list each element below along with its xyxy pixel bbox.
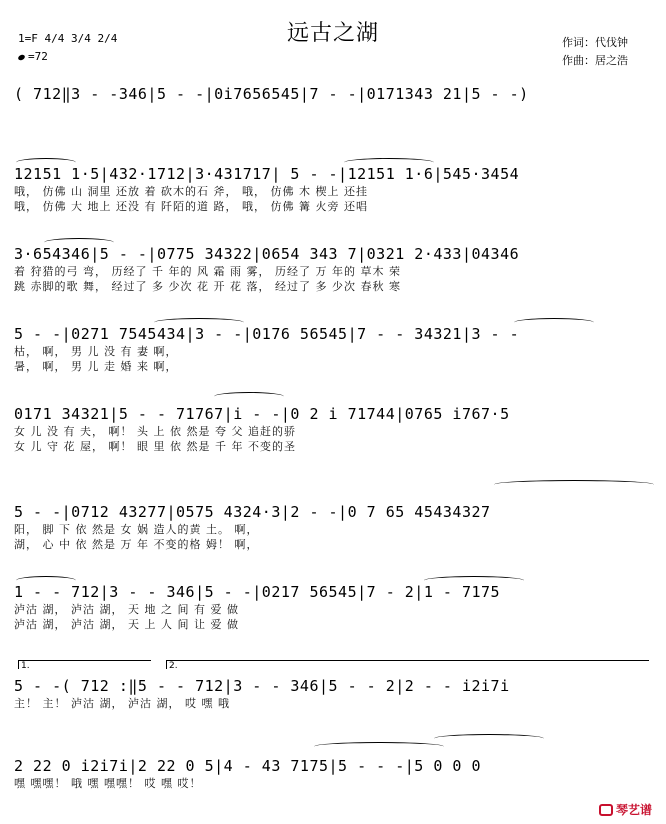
- lyric-line: 嘿 嘿嘿！ 哦 嘿 嘿嘿！ 哎 嘿 哎！: [14, 777, 202, 790]
- lyric-verse-1: 着 狩猎的弓 弯， 历经了 千 年的 风 霜 雨 雾， 历经了 万 年的 草木 荣: [14, 265, 401, 278]
- tempo: =72: [28, 50, 48, 63]
- lyric-verse-1: 哦， 仿佛 山 洞里 还放 着 砍木的石 斧， 哦， 仿佛 木 楔上 还挂: [14, 185, 368, 198]
- slur: [214, 392, 284, 401]
- tempo-row: [18, 48, 117, 66]
- quarter-note-icon: [17, 54, 25, 61]
- slur: [44, 238, 114, 247]
- notation-line: 3·654346|5 - -|0775 34322|0654 343 7|0321 2·433|04346: [14, 245, 520, 263]
- lyric-verse-2: 哦， 仿佛 大 地上 还没 有 阡陌的道 路， 哦， 仿佛 篝 火旁 还唱: [14, 200, 368, 213]
- notation-line: 5 - -( 712 :‖5 - - 712|3 - - 346|5 - - 2|2 - - i2i7i: [14, 677, 510, 695]
- notation-line: 5 - -|0712 43277|0575 4324·3|2 - -|0 7 65 45434327: [14, 503, 491, 521]
- lyric-verse-2: 暑， 啊， 男 儿 走 婚 来 啊，: [14, 360, 178, 373]
- lyricist: 作词：代伐钟: [562, 36, 628, 49]
- credits: [562, 34, 628, 70]
- lyric-verse-1: 枯， 啊， 男 儿 没 有 妻 啊，: [14, 345, 178, 358]
- slur: [434, 734, 544, 743]
- lyric-verse-1: 泸沽 湖， 泸沽 湖， 天 地 之 间 有 爱 做: [14, 603, 239, 616]
- slur: [494, 480, 654, 489]
- watermark-text: 琴艺谱: [615, 803, 652, 817]
- slur: [16, 158, 76, 167]
- notation-line: 5 - -|0271 7545434|3 - -|0176 56545|7 - - 34321|3 - -: [14, 325, 520, 343]
- score-system-6: [14, 502, 656, 552]
- volta-second-ending: 2.: [166, 660, 649, 669]
- volta-first-ending: 1.: [18, 660, 151, 669]
- key-meter-block: [18, 30, 117, 66]
- lyric-verse-2: 泸沽 湖， 泸沽 湖， 天 上 人 间 让 爱 做: [14, 618, 239, 631]
- lyric-verse-1: 女 儿 没 有 夫， 啊！ 头 上 依 然是 夸 父 追赶的骄: [14, 425, 296, 438]
- notation-line: 1 - - 712|3 - - 346|5 - -|0217 56545|7 - 2|1 - 7175: [14, 583, 501, 601]
- slur: [314, 742, 444, 751]
- lyric-verse-2: 女 儿 守 花 屋， 啊！ 眼 里 依 然是 千 年 不变的圣: [14, 440, 296, 453]
- composer: 作曲：居之浩: [562, 54, 628, 67]
- notation-line: ( 712‖3 - -346|5 - -|0i7656545|7 - -|0171343 21|5 - -): [14, 85, 529, 103]
- song-title: 远古之湖: [286, 21, 379, 46]
- score-system-3: [14, 244, 656, 294]
- notation-line: 0171 34321|5 - - 71767|i - -|0 2 i 71744|0765 i767·5: [14, 405, 510, 423]
- logo-icon: [599, 804, 613, 816]
- watermark: [599, 801, 652, 818]
- score-system-8: [14, 676, 656, 711]
- score-system-7: [14, 582, 656, 632]
- slur: [344, 158, 434, 167]
- score-system-4: [14, 324, 656, 374]
- lyric-verse-2: 跳 赤脚的歌 舞， 经过了 多 少次 花 开 花 落， 经过了 多 少次 春秋 寒: [14, 280, 401, 293]
- lyric-line: 主！ 主！ 泸沽 湖， 泸沽 湖， 哎 嘿 哦: [14, 697, 230, 710]
- score-system-9: [14, 756, 656, 791]
- lyric-verse-2: 湖， 心 中 依 然是 万 年 不变的格 姆！ 啊，: [14, 538, 259, 551]
- lyric-verse-1: 阳， 脚 下 依 然是 女 娲 造人的黄 土。 啊，: [14, 523, 259, 536]
- slur: [514, 318, 594, 327]
- notation-line: 2 22 0 i2i7i|2 22 0 5|4 - 43 7175|5 - - -|5 0 0 0: [14, 757, 482, 775]
- notation-line: 12151 1·5|432·1712|3·431717| 5 - -|12151 1·6|545·3454: [14, 165, 520, 183]
- score-system-2: [14, 164, 656, 214]
- slur: [154, 318, 244, 327]
- slur: [424, 576, 524, 585]
- key-meter: 1=F 4/4 3/4 2/4: [18, 32, 118, 45]
- score-system-1: [14, 84, 656, 104]
- score-system-5: [14, 404, 656, 454]
- slur: [16, 576, 76, 585]
